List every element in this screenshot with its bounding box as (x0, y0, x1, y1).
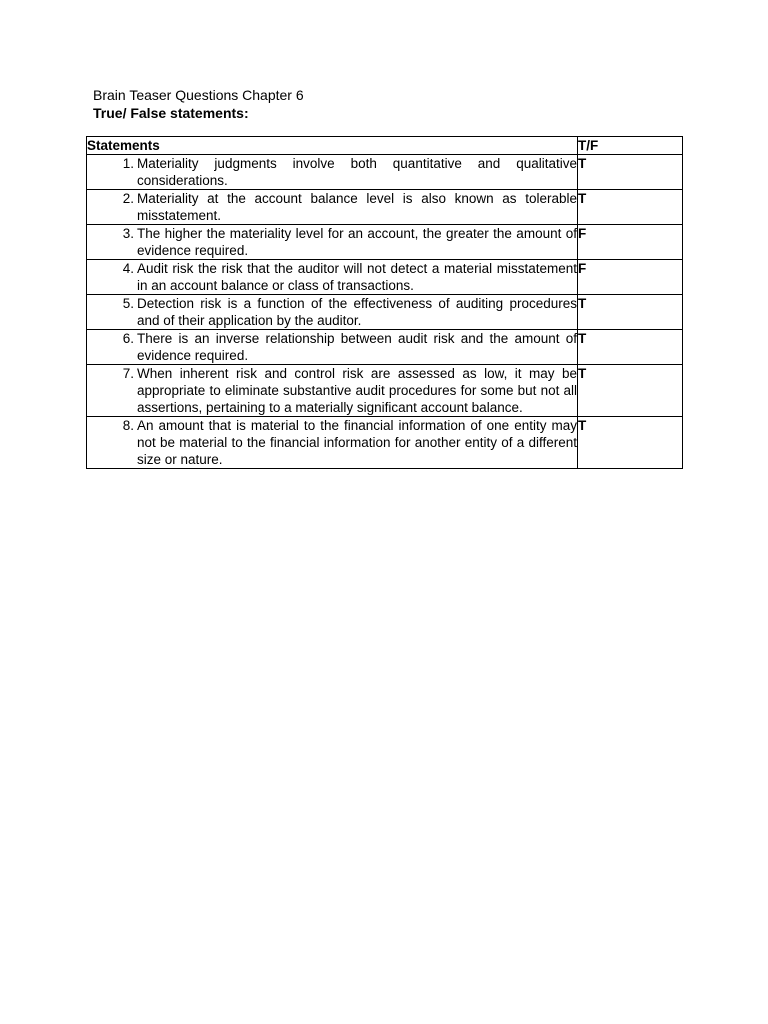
table-row (87, 155, 683, 190)
document-subtitle: True/ False statements: (93, 105, 249, 121)
statement-cell (87, 365, 578, 417)
statement-text: There is an inverse relationship between audit risk and the amount of evidence required. (137, 331, 577, 363)
statement-text: Audit risk the risk that the auditor will not detect a material misstatement in an account balance or class of transactions. (137, 261, 577, 293)
column-header-statements: Statements (87, 137, 578, 155)
statement (87, 365, 577, 416)
statement-number: 2. (122, 191, 134, 206)
answer-cell: F (578, 260, 683, 295)
statement-text: Materiality at the account balance level is also known as tolerable misstatement. (137, 191, 577, 223)
statement-number: 6. (122, 331, 134, 346)
statement (87, 330, 577, 364)
statement-cell (87, 417, 578, 469)
table-row (87, 190, 683, 225)
column-header-tf: T/F (578, 137, 683, 155)
statement-cell (87, 190, 578, 225)
statement-text: An amount that is material to the financial information of one entity may not be material to the financial information for another entity of a different size or nature. (137, 418, 577, 467)
statement (87, 225, 577, 259)
statement-number: 1. (122, 156, 134, 171)
statement-cell (87, 295, 578, 330)
table-header-row (87, 137, 683, 155)
statement-number: 7. (122, 366, 134, 381)
table-row (87, 225, 683, 260)
answer-cell: T (578, 365, 683, 417)
answer-cell: T (578, 155, 683, 190)
table-row (87, 417, 683, 469)
statement-cell (87, 225, 578, 260)
statement-text: The higher the materiality level for an account, the greater the amount of evidence required. (137, 226, 577, 258)
answer-cell: F (578, 225, 683, 260)
statement-number: 8. (122, 418, 134, 433)
answer-cell: T (578, 330, 683, 365)
table-row (87, 365, 683, 417)
document-title: Brain Teaser Questions Chapter 6 (93, 87, 304, 103)
statement-cell (87, 330, 578, 365)
statement-number: 4. (122, 261, 134, 276)
statement-number: 5. (122, 296, 134, 311)
table-body (87, 155, 683, 469)
statement (87, 417, 577, 468)
answer-cell: T (578, 417, 683, 469)
statement (87, 260, 577, 294)
statement (87, 190, 577, 224)
answer-cell: T (578, 295, 683, 330)
statement (87, 295, 577, 329)
statement-text: When inherent risk and control risk are assessed as low, it may be appropriate to eliminate substantive audit procedures for some but not all assertions, pertaining to a materially significant account balance. (137, 366, 577, 415)
statement-cell (87, 155, 578, 190)
answer-cell: T (578, 190, 683, 225)
table-row (87, 295, 683, 330)
statement-text: Detection risk is a function of the effectiveness of auditing procedures and of their application by the auditor. (137, 296, 577, 328)
statement-number: 3. (122, 226, 134, 241)
statement-text: Materiality judgments involve both quantitative and qualitative considerations. (137, 156, 577, 188)
statement (87, 155, 577, 189)
statement-cell (87, 260, 578, 295)
true-false-table (86, 136, 683, 469)
table-row (87, 330, 683, 365)
table-row (87, 260, 683, 295)
